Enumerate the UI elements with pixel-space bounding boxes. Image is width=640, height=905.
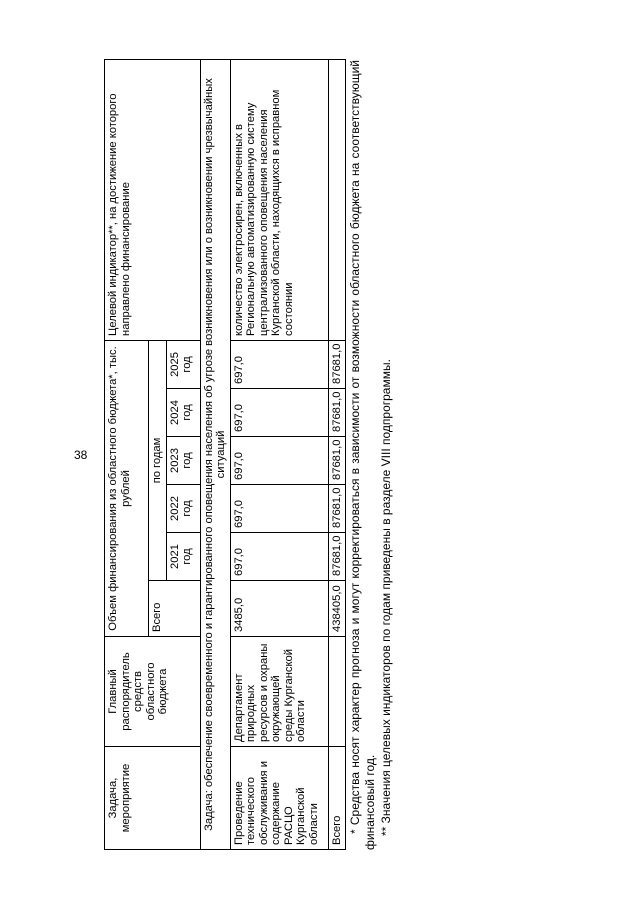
task-description: Задача: обеспечение своевременного и гарантированного оповещения населения об угрозе возникновения или о возникновении чрезвычайных ситуаций <box>200 59 230 849</box>
page-number: 38 <box>74 448 88 462</box>
total-empty-cell <box>328 59 346 340</box>
rotated-page-content <box>104 60 420 850</box>
total-year-value: 87681,0 <box>328 437 346 485</box>
total-year-value: 87681,0 <box>328 389 346 437</box>
total-year-value: 87681,0 <box>328 485 346 533</box>
total-empty-cell <box>328 637 346 747</box>
total-year-value: 87681,0 <box>328 533 346 581</box>
header-by-years: по годам <box>149 340 167 580</box>
footnote-1: * Средства носят характер прогноза и могут корректироваться в зависимости от возможности областного бюджета на соответствующий финансовый год. <box>348 60 378 850</box>
header-year: 2024 год <box>166 389 200 437</box>
header-year: 2021 год <box>166 533 200 581</box>
header-row-1 <box>105 59 149 849</box>
activity-indicator: количество электросирен, включенных в Региональную автоматизированную систему централизованного оповещения населения Курганской области, находящихся в исправном состоянии <box>230 59 328 340</box>
header-year: 2025 год <box>166 340 200 388</box>
activity-name: Проведение технического обслуживания и содержание РАСЦО Курганской области <box>230 747 328 850</box>
activity-year-value: 697,0 <box>230 533 328 581</box>
header-total: Всего <box>149 581 201 637</box>
header-year: 2022 год <box>166 485 200 533</box>
activity-year-value: 697,0 <box>230 437 328 485</box>
header-year: 2023 год <box>166 437 200 485</box>
total-label: Всего <box>328 747 346 850</box>
task-row <box>200 59 230 849</box>
footnotes <box>348 60 394 850</box>
activity-year-value: 697,0 <box>230 485 328 533</box>
header-indicator: Целевой индикатор**, на достижение которого направлено финансирование <box>105 59 201 340</box>
activity-manager: Департамент природных ресурсов и охраны окружающей среды Курганской области <box>230 637 328 747</box>
header-task: Задача, мероприятие <box>105 747 201 850</box>
activity-year-value: 697,0 <box>230 340 328 388</box>
financing-table <box>104 59 346 850</box>
total-year-value: 87681,0 <box>328 340 346 388</box>
activity-row <box>230 59 328 849</box>
total-row <box>328 59 346 849</box>
header-manager: Главный распорядитель средств областного бюджета <box>105 637 201 747</box>
activity-total: 3485,0 <box>230 581 328 637</box>
header-financing: Объем финансирования из областного бюджета*, тыс. рублей <box>105 340 149 636</box>
footnote-2: ** Значения целевых индикаторов по годам приведены в разделе VIII подпрограммы. <box>378 359 393 836</box>
activity-year-value: 697,0 <box>230 389 328 437</box>
total-sum: 438405,0 <box>328 581 346 637</box>
